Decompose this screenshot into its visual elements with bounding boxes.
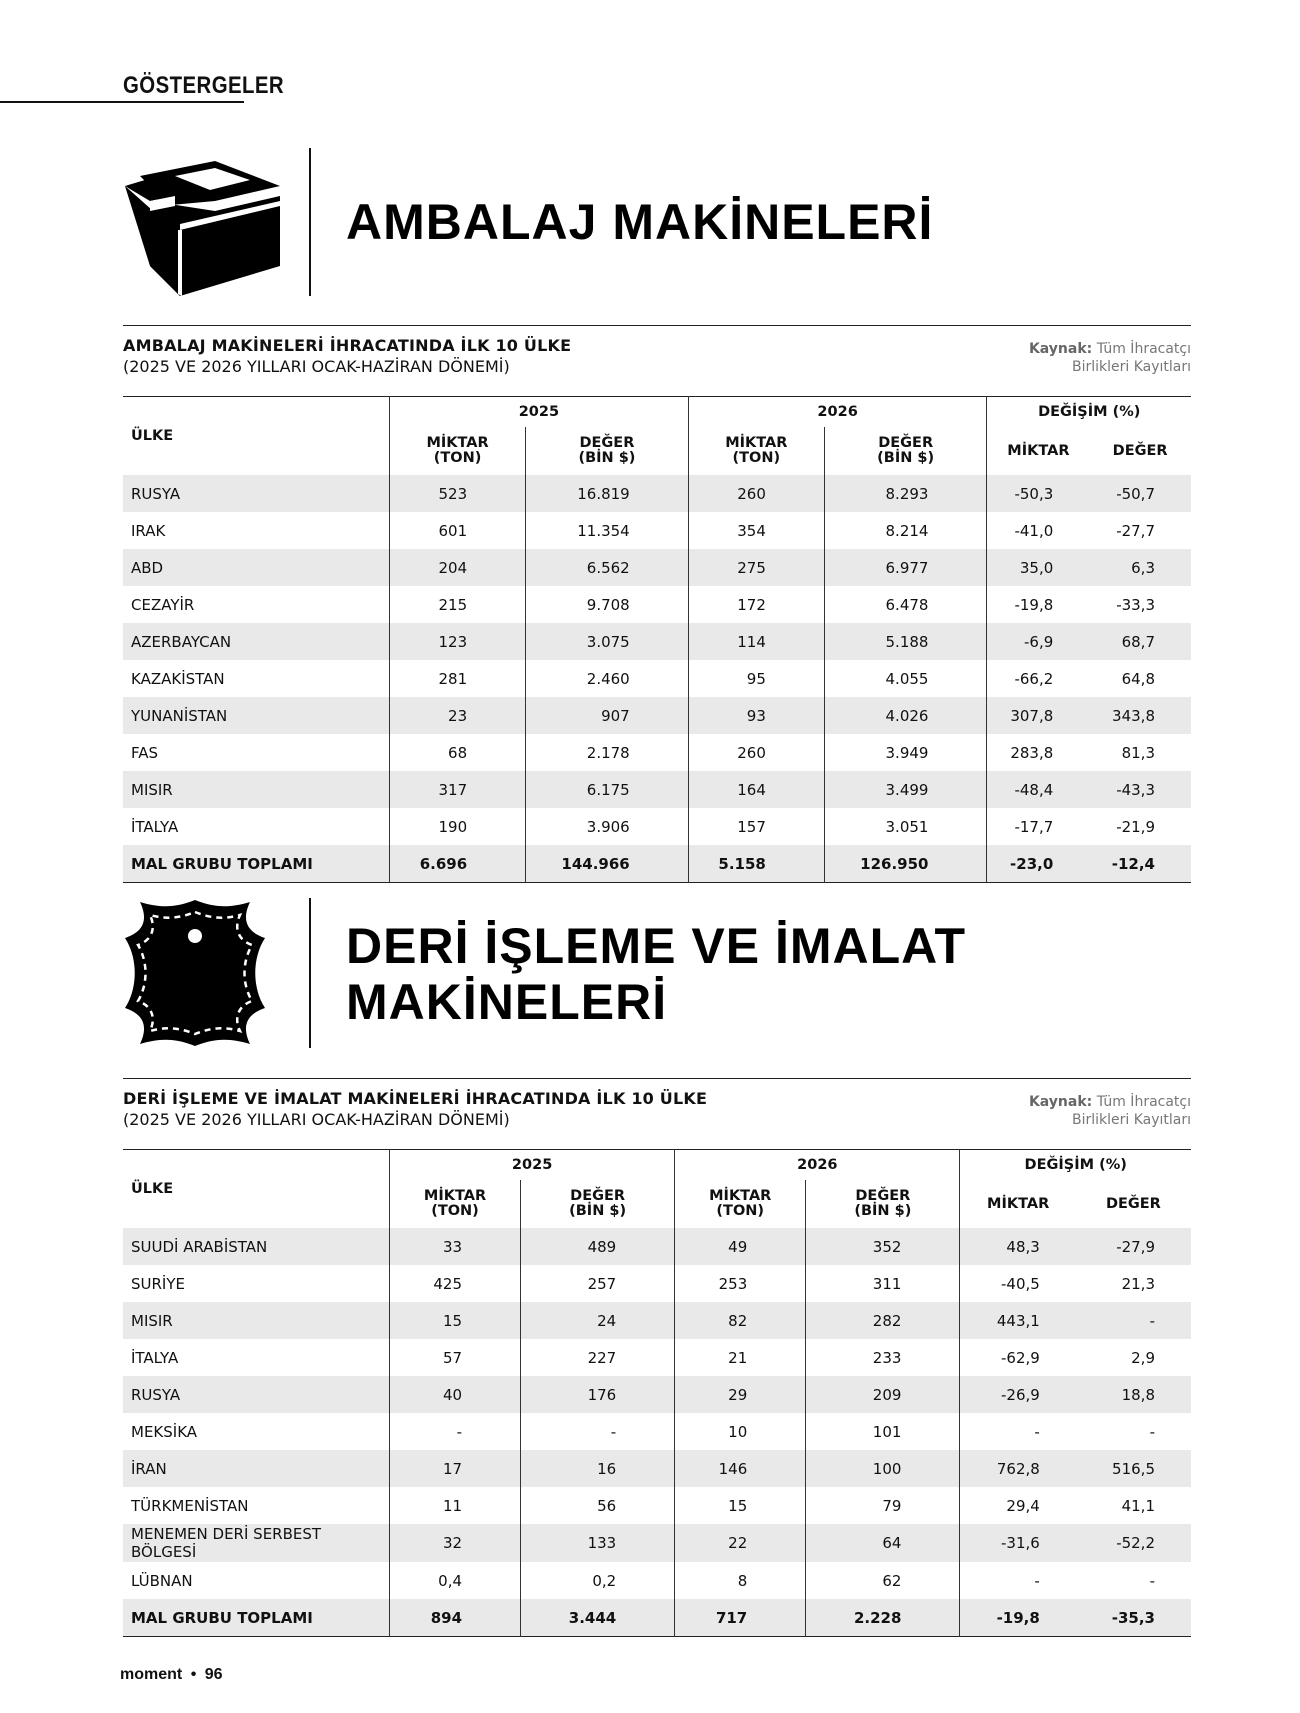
cell-qty-2026: 8 [675,1562,806,1599]
table-row [123,771,1191,808]
column-header-change-quantity: MİKTAR [960,1180,1076,1228]
column-header-change-value: DEĞER [1112,442,1168,459]
table-row [123,734,1191,771]
cell-qty-2026: 21 [675,1339,806,1376]
table-row [123,475,1191,512]
cell-value-2026: 126.950 [824,845,987,883]
cell-change-value: -35,3 [1076,1599,1191,1637]
cell-country: ABD [123,549,390,586]
cell-value-2026: 4.026 [824,697,987,734]
cell-qty-2025: 523 [390,475,526,512]
cell-qty-2026: 49 [675,1228,806,1265]
cell-change-value: -33,3 [1116,595,1155,614]
cell-qty-2026: 95 [688,660,824,697]
cell-country: IRAK [131,521,166,540]
cell-qty-2026: 253 [675,1265,806,1302]
cell-qty-2026: 146 [675,1450,806,1487]
cell-value-2026: 4.055 [824,660,987,697]
table-title: DERİ İŞLEME VE İMALAT MAKİNELERİ İHRACATINDA İLK 10 ÜLKE [123,1089,708,1108]
cell-qty-2025: 190 [390,808,526,845]
cell-change-qty: -26,9 [960,1376,1076,1413]
column-header-country: ÜLKE [131,1180,174,1197]
cell-qty-2026: 15 [675,1487,806,1524]
cell-change-qty: -41,0 [987,512,1089,549]
box-icon [120,156,280,300]
column-header-2026: 2026 [688,397,987,428]
cell-value-2025: 9.708 [526,586,689,623]
table-row [123,1302,1191,1339]
column-header-change-value: DEĞER [1105,1195,1161,1212]
cell-qty-2025: 17 [390,1450,521,1487]
cell-change-value: 41,1 [1121,1496,1155,1515]
cell-qty-2026: 717 [675,1599,806,1637]
table-row [123,808,1191,845]
cell-qty-2026: 5.158 [688,845,824,883]
cell-value-2026: 2.228 [806,1599,960,1637]
column-header-value: DEĞER (BİN $) [806,1180,960,1228]
cell-value-2026: 101 [806,1413,960,1450]
cell-change-value: -27,9 [1076,1228,1191,1265]
cell-country: MENEMEN DERİ SERBEST BÖLGESİ [123,1524,390,1562]
cell-country: CEZAYİR [131,595,195,614]
cell-value-2025: 56 [521,1487,675,1524]
column-header-quantity: MİKTAR (TON) [390,1180,521,1228]
cell-change-value: -27,7 [1116,521,1155,540]
cell-change-qty: - [960,1413,1076,1450]
cell-value-2026: 64 [806,1524,960,1562]
section-rule [0,101,244,103]
brand-logo: moment [120,1666,183,1683]
cell-qty-2025: 33 [390,1228,521,1265]
cell-value-2025: 11.354 [526,512,689,549]
hero-divider [309,898,311,1048]
cell-value-2025: 3.075 [526,623,689,660]
cell-country: AZERBAYCAN [123,623,390,660]
cell-value-2026: 8.293 [824,475,987,512]
cell-change-value: 18,8 [1076,1376,1191,1413]
cell-value-2026: 3.949 [824,734,987,771]
cell-qty-2026: 260 [688,475,824,512]
cell-change-qty: - [960,1562,1076,1599]
table-total-row [123,1599,1191,1637]
table-block-packaging [123,325,1191,883]
cell-value-2025: 2.460 [526,660,689,697]
cell-value-2026: 352 [806,1228,960,1265]
cell-country: YUNANİSTAN [123,697,390,734]
cell-country: MEKSİKA [131,1422,198,1441]
table-row [123,623,1191,660]
cell-value-2026: 3.499 [824,771,987,808]
cell-country: MISIR [123,1302,390,1339]
cell-value-2026: 6.977 [824,549,987,586]
cell-change-qty: 35,0 [987,549,1089,586]
table-row [123,512,1191,549]
table-row [123,1228,1191,1265]
cell-change-qty: 443,1 [960,1302,1076,1339]
cell-qty-2026: 260 [688,734,824,771]
table-row [123,1376,1191,1413]
cell-value-2025: 6.175 [526,771,689,808]
cell-value-2026: 3.051 [824,808,987,845]
table-row [123,697,1191,734]
cell-change-value: -50,7 [1089,475,1191,512]
cell-change-qty: 283,8 [987,734,1089,771]
cell-change-value: -52,2 [1076,1524,1191,1562]
table-row [123,1487,1191,1524]
footer-separator: • [190,1666,197,1683]
cell-qty-2025: 68 [390,734,526,771]
column-header-quantity: MİKTAR (TON) [688,427,824,475]
cell-value-2026: 62 [806,1562,960,1599]
cell-change-qty: -50,3 [987,475,1089,512]
cell-change-value: 343,8 [1089,697,1191,734]
cell-change-value: 21,3 [1121,1274,1155,1293]
hero-title: AMBALAJ MAKİNELERİ [346,194,934,250]
cell-country: MAL GRUBU TOPLAMI [123,1599,390,1637]
table-row [123,1524,1191,1562]
cell-change-qty: -19,8 [987,586,1089,623]
data-table [123,1149,1191,1637]
cell-value-2025: 144.966 [526,845,689,883]
cell-country: SURİYE [131,1274,185,1293]
column-header-quantity: MİKTAR (TON) [390,427,526,475]
column-header-2026: 2026 [675,1150,960,1181]
cell-value-2025: - [521,1413,675,1450]
table-block-leather [123,1078,1191,1637]
cell-country: FAS [131,743,159,762]
table-row [123,660,1191,697]
cell-qty-2025: 32 [390,1524,521,1562]
cell-country: SUUDİ ARABİSTAN [123,1228,390,1265]
cell-qty-2026: 10 [675,1413,806,1450]
table-row [123,1265,1191,1302]
column-header-change: DEĞİŞİM (%) [987,397,1191,428]
cell-change-qty: 29,4 [960,1487,1076,1524]
cell-qty-2025: 57 [390,1339,521,1376]
cell-qty-2025: 215 [390,586,526,623]
cell-qty-2026: 93 [688,697,824,734]
cell-country: İTALYA [131,817,179,836]
cell-value-2026: 5.188 [824,623,987,660]
table-row [123,549,1191,586]
cell-qty-2025: 281 [390,660,526,697]
cell-country: KAZAKİSTAN [131,669,225,688]
data-table [123,396,1191,883]
cell-qty-2026: 114 [688,623,824,660]
table-subtitle: (2025 VE 2026 YILLARI OCAK-HAZİRAN DÖNEMİ) [123,1110,510,1129]
cell-value-2025: 257 [521,1265,675,1302]
cell-value-2026: 311 [806,1265,960,1302]
table-row [123,1450,1191,1487]
hero-title: DERİ İŞLEME VE İMALAT MAKİNELERİ [346,918,967,1030]
column-header-2025: 2025 [390,1150,675,1181]
cell-change-qty: -19,8 [960,1599,1076,1637]
column-header-change: DEĞİŞİM (%) [960,1150,1191,1181]
cell-change-qty: -40,5 [960,1265,1076,1302]
cell-qty-2025: 425 [390,1265,521,1302]
table-row [123,1413,1191,1450]
cell-change-qty: 48,3 [960,1228,1076,1265]
cell-qty-2025: 23 [390,697,526,734]
cell-qty-2025: 123 [390,623,526,660]
table-row [123,1339,1191,1376]
leather-hide-icon [120,898,270,1052]
column-header-change-quantity: MİKTAR [987,427,1089,475]
cell-change-value: 6,3 [1089,549,1191,586]
cell-value-2025: 2.178 [526,734,689,771]
cell-value-2026: 79 [806,1487,960,1524]
table-row [123,1562,1191,1599]
column-header-2025: 2025 [390,397,689,428]
cell-qty-2025: 204 [390,549,526,586]
cell-qty-2025: 0,4 [390,1562,521,1599]
cell-country: LÜBNAN [131,1571,193,1590]
cell-country: MISIR [123,771,390,808]
cell-country: İRAN [123,1450,390,1487]
cell-change-value: -43,3 [1089,771,1191,808]
cell-qty-2025: - [390,1413,521,1450]
cell-country: İTALYA [131,1348,179,1367]
table-subtitle: (2025 VE 2026 YILLARI OCAK-HAZİRAN DÖNEMİ) [123,357,510,376]
cell-value-2025: 489 [521,1228,675,1265]
cell-change-value: 516,5 [1076,1450,1191,1487]
cell-value-2026: 100 [806,1450,960,1487]
cell-value-2025: 227 [521,1339,675,1376]
cell-value-2026: 233 [806,1339,960,1376]
column-header-value: DEĞER (BİN $) [521,1180,675,1228]
cell-value-2025: 133 [521,1524,675,1562]
column-header-quantity: MİKTAR (TON) [675,1180,806,1228]
column-header-value: DEĞER (BİN $) [824,427,987,475]
cell-change-qty: -31,6 [960,1524,1076,1562]
cell-change-qty: -66,2 [987,660,1089,697]
cell-value-2025: 0,2 [521,1562,675,1599]
cell-qty-2025: 11 [390,1487,521,1524]
cell-country: RUSYA [123,1376,390,1413]
cell-change-qty: -17,7 [987,808,1089,845]
cell-change-qty: -6,9 [987,623,1089,660]
table-title: AMBALAJ MAKİNELERİ İHRACATINDA İLK 10 ÜLKE [123,336,572,355]
cell-change-value: -21,9 [1116,817,1155,836]
cell-change-value: 64,8 [1121,669,1155,688]
cell-change-value: 81,3 [1121,743,1155,762]
cell-change-qty: 762,8 [960,1450,1076,1487]
cell-change-value: 68,7 [1089,623,1191,660]
hero-divider [309,148,311,296]
cell-country: MAL GRUBU TOPLAMI [123,845,390,883]
cell-change-value: 2,9 [1131,1348,1155,1367]
cell-country: RUSYA [123,475,390,512]
cell-change-qty: -62,9 [960,1339,1076,1376]
cell-qty-2025: 601 [390,512,526,549]
cell-change-value: - [1149,1422,1155,1441]
cell-qty-2026: 22 [675,1524,806,1562]
table-source: Kaynak: Tüm İhracatçı Birlikleri Kayıtları [1028,1094,1191,1128]
cell-change-qty: 307,8 [987,697,1089,734]
cell-value-2025: 16.819 [526,475,689,512]
cell-value-2025: 907 [526,697,689,734]
cell-change-qty: -23,0 [987,845,1089,883]
table-source: Kaynak: Tüm İhracatçı Birlikleri Kayıtları [1028,341,1191,375]
section-label: GÖSTERGELER [123,72,285,99]
cell-value-2026: 8.214 [824,512,987,549]
cell-country: TÜRKMENİSTAN [131,1496,249,1515]
cell-change-qty: -48,4 [987,771,1089,808]
cell-change-value: - [1149,1571,1155,1590]
cell-qty-2025: 6.696 [390,845,526,883]
page-number: 96 [204,1666,223,1683]
cell-qty-2026: 354 [688,512,824,549]
cell-value-2025: 24 [521,1302,675,1339]
cell-qty-2026: 172 [688,586,824,623]
cell-qty-2025: 317 [390,771,526,808]
column-header-value: DEĞER (BİN $) [526,427,689,475]
table-total-row [123,845,1191,883]
cell-qty-2025: 894 [390,1599,521,1637]
cell-value-2025: 3.444 [521,1599,675,1637]
cell-qty-2026: 164 [688,771,824,808]
cell-value-2026: 6.478 [824,586,987,623]
cell-qty-2025: 40 [390,1376,521,1413]
cell-qty-2026: 275 [688,549,824,586]
cell-change-value: -12,4 [1089,845,1191,883]
cell-qty-2026: 157 [688,808,824,845]
page-footer [120,1666,223,1684]
cell-change-value: - [1076,1302,1191,1339]
table-row [123,586,1191,623]
column-header-country: ÜLKE [131,427,174,444]
cell-qty-2026: 82 [675,1302,806,1339]
cell-value-2025: 3.906 [526,808,689,845]
cell-value-2025: 176 [521,1376,675,1413]
cell-qty-2026: 29 [675,1376,806,1413]
cell-value-2026: 209 [806,1376,960,1413]
cell-value-2025: 16 [521,1450,675,1487]
cell-value-2026: 282 [806,1302,960,1339]
cell-value-2025: 6.562 [526,549,689,586]
cell-qty-2025: 15 [390,1302,521,1339]
